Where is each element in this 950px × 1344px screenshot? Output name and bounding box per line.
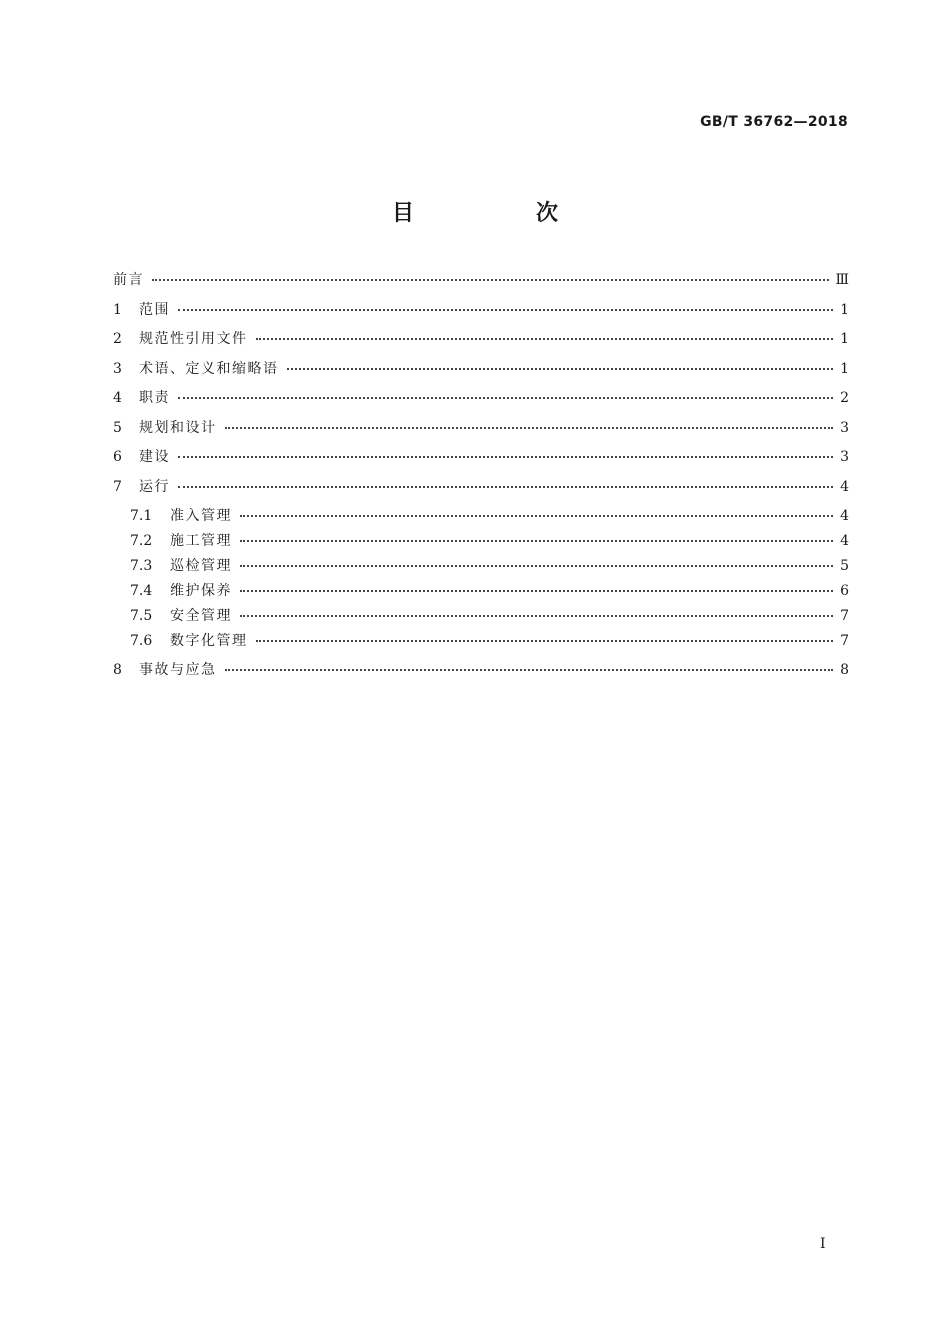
dot-leader — [256, 338, 834, 340]
toc-entry-5[interactable] — [113, 418, 849, 438]
toc-entry-7-6[interactable] — [113, 631, 849, 651]
toc-entry-8[interactable] — [113, 660, 849, 680]
dot-leader — [287, 368, 834, 370]
toc-entry-number: 3 — [113, 360, 122, 377]
toc-entry-label: 事故与应急 — [139, 662, 217, 678]
toc-entry-7[interactable] — [113, 477, 849, 497]
toc-entry-label: 施工管理 — [170, 533, 232, 549]
toc-entry-label: 前言 — [113, 272, 144, 288]
toc-entry-page: 5 — [840, 558, 849, 574]
toc-entry-number: 4 — [113, 390, 122, 406]
toc-entry-label: 巡检管理 — [170, 558, 232, 574]
toc-entry-page: 7 — [840, 608, 849, 624]
toc-entry-foreword[interactable] — [113, 270, 849, 290]
toc-entry-number: 7.5 — [130, 608, 153, 624]
dot-leader — [240, 565, 833, 567]
toc-entry-page: 4 — [840, 478, 849, 495]
page-number: Ⅰ — [820, 1236, 826, 1252]
dot-leader — [152, 279, 829, 281]
toc-title: 目 次 — [391, 201, 608, 226]
dot-leader — [178, 397, 833, 399]
toc-entry-number: 7.6 — [130, 633, 153, 649]
toc-entry-page: Ⅲ — [835, 272, 849, 288]
toc-entry-7-5[interactable] — [113, 606, 849, 626]
dot-leader — [240, 540, 833, 542]
toc-entry-number: 7.3 — [130, 558, 153, 574]
toc-entry-number: 7.4 — [130, 583, 153, 599]
toc-entry-number: 7.1 — [130, 508, 153, 524]
standard-code: GB/T 36762—2018 — [700, 114, 848, 130]
toc-entry-page: 2 — [840, 390, 849, 406]
toc-entry-number: 8 — [113, 662, 122, 678]
dot-leader — [225, 669, 834, 671]
dot-leader — [178, 486, 833, 488]
toc-entry-page: 1 — [840, 301, 849, 318]
toc-entry-number: 2 — [113, 331, 122, 347]
toc-entry-label: 数字化管理 — [170, 633, 248, 649]
toc-entry-page: 6 — [840, 583, 849, 599]
dot-leader — [225, 427, 834, 429]
toc-entry-number: 6 — [113, 449, 122, 465]
toc-entry-7-2[interactable] — [113, 531, 849, 551]
toc-entry-label: 安全管理 — [170, 608, 232, 624]
toc-entry-7-4[interactable] — [113, 581, 849, 601]
dot-leader — [240, 615, 833, 617]
toc-entry-page: 3 — [840, 449, 849, 465]
dot-leader — [240, 515, 833, 517]
toc-entry-label: 运行 — [139, 478, 170, 495]
toc-entry-number: 1 — [113, 301, 122, 318]
dot-leader — [240, 590, 833, 592]
toc-entry-7-1[interactable] — [113, 506, 849, 526]
toc-entry-4[interactable] — [113, 388, 849, 408]
toc-entry-page: 4 — [840, 508, 849, 524]
dot-leader — [256, 640, 834, 642]
toc-entry-label: 术语、定义和缩略语 — [139, 360, 279, 377]
toc-entry-2[interactable] — [113, 329, 849, 349]
toc-entry-label: 维护保养 — [170, 583, 232, 599]
dot-leader — [178, 456, 833, 458]
toc-entry-page: 1 — [840, 331, 849, 347]
toc-entry-label: 职责 — [139, 390, 170, 406]
toc-entry-label: 规范性引用文件 — [139, 331, 248, 347]
toc-entry-page: 7 — [840, 633, 849, 649]
toc-entry-number: 5 — [113, 419, 122, 436]
toc-entry-3[interactable] — [113, 359, 849, 379]
toc-entry-7-3[interactable] — [113, 556, 849, 576]
table-of-contents — [113, 270, 849, 690]
toc-entry-page: 8 — [840, 662, 849, 678]
toc-entry-page: 4 — [840, 533, 849, 549]
toc-entry-number: 7.2 — [130, 533, 153, 549]
toc-entry-6[interactable] — [113, 447, 849, 467]
toc-entry-label: 规划和设计 — [139, 419, 217, 436]
toc-entry-page: 3 — [840, 419, 849, 436]
toc-entry-page: 1 — [840, 360, 849, 377]
toc-entry-label: 准入管理 — [170, 508, 232, 524]
toc-entry-number: 7 — [113, 478, 122, 495]
dot-leader — [178, 309, 833, 311]
toc-entry-label: 建设 — [139, 449, 170, 465]
toc-entry-1[interactable] — [113, 300, 849, 320]
toc-entry-label: 范围 — [139, 301, 170, 318]
